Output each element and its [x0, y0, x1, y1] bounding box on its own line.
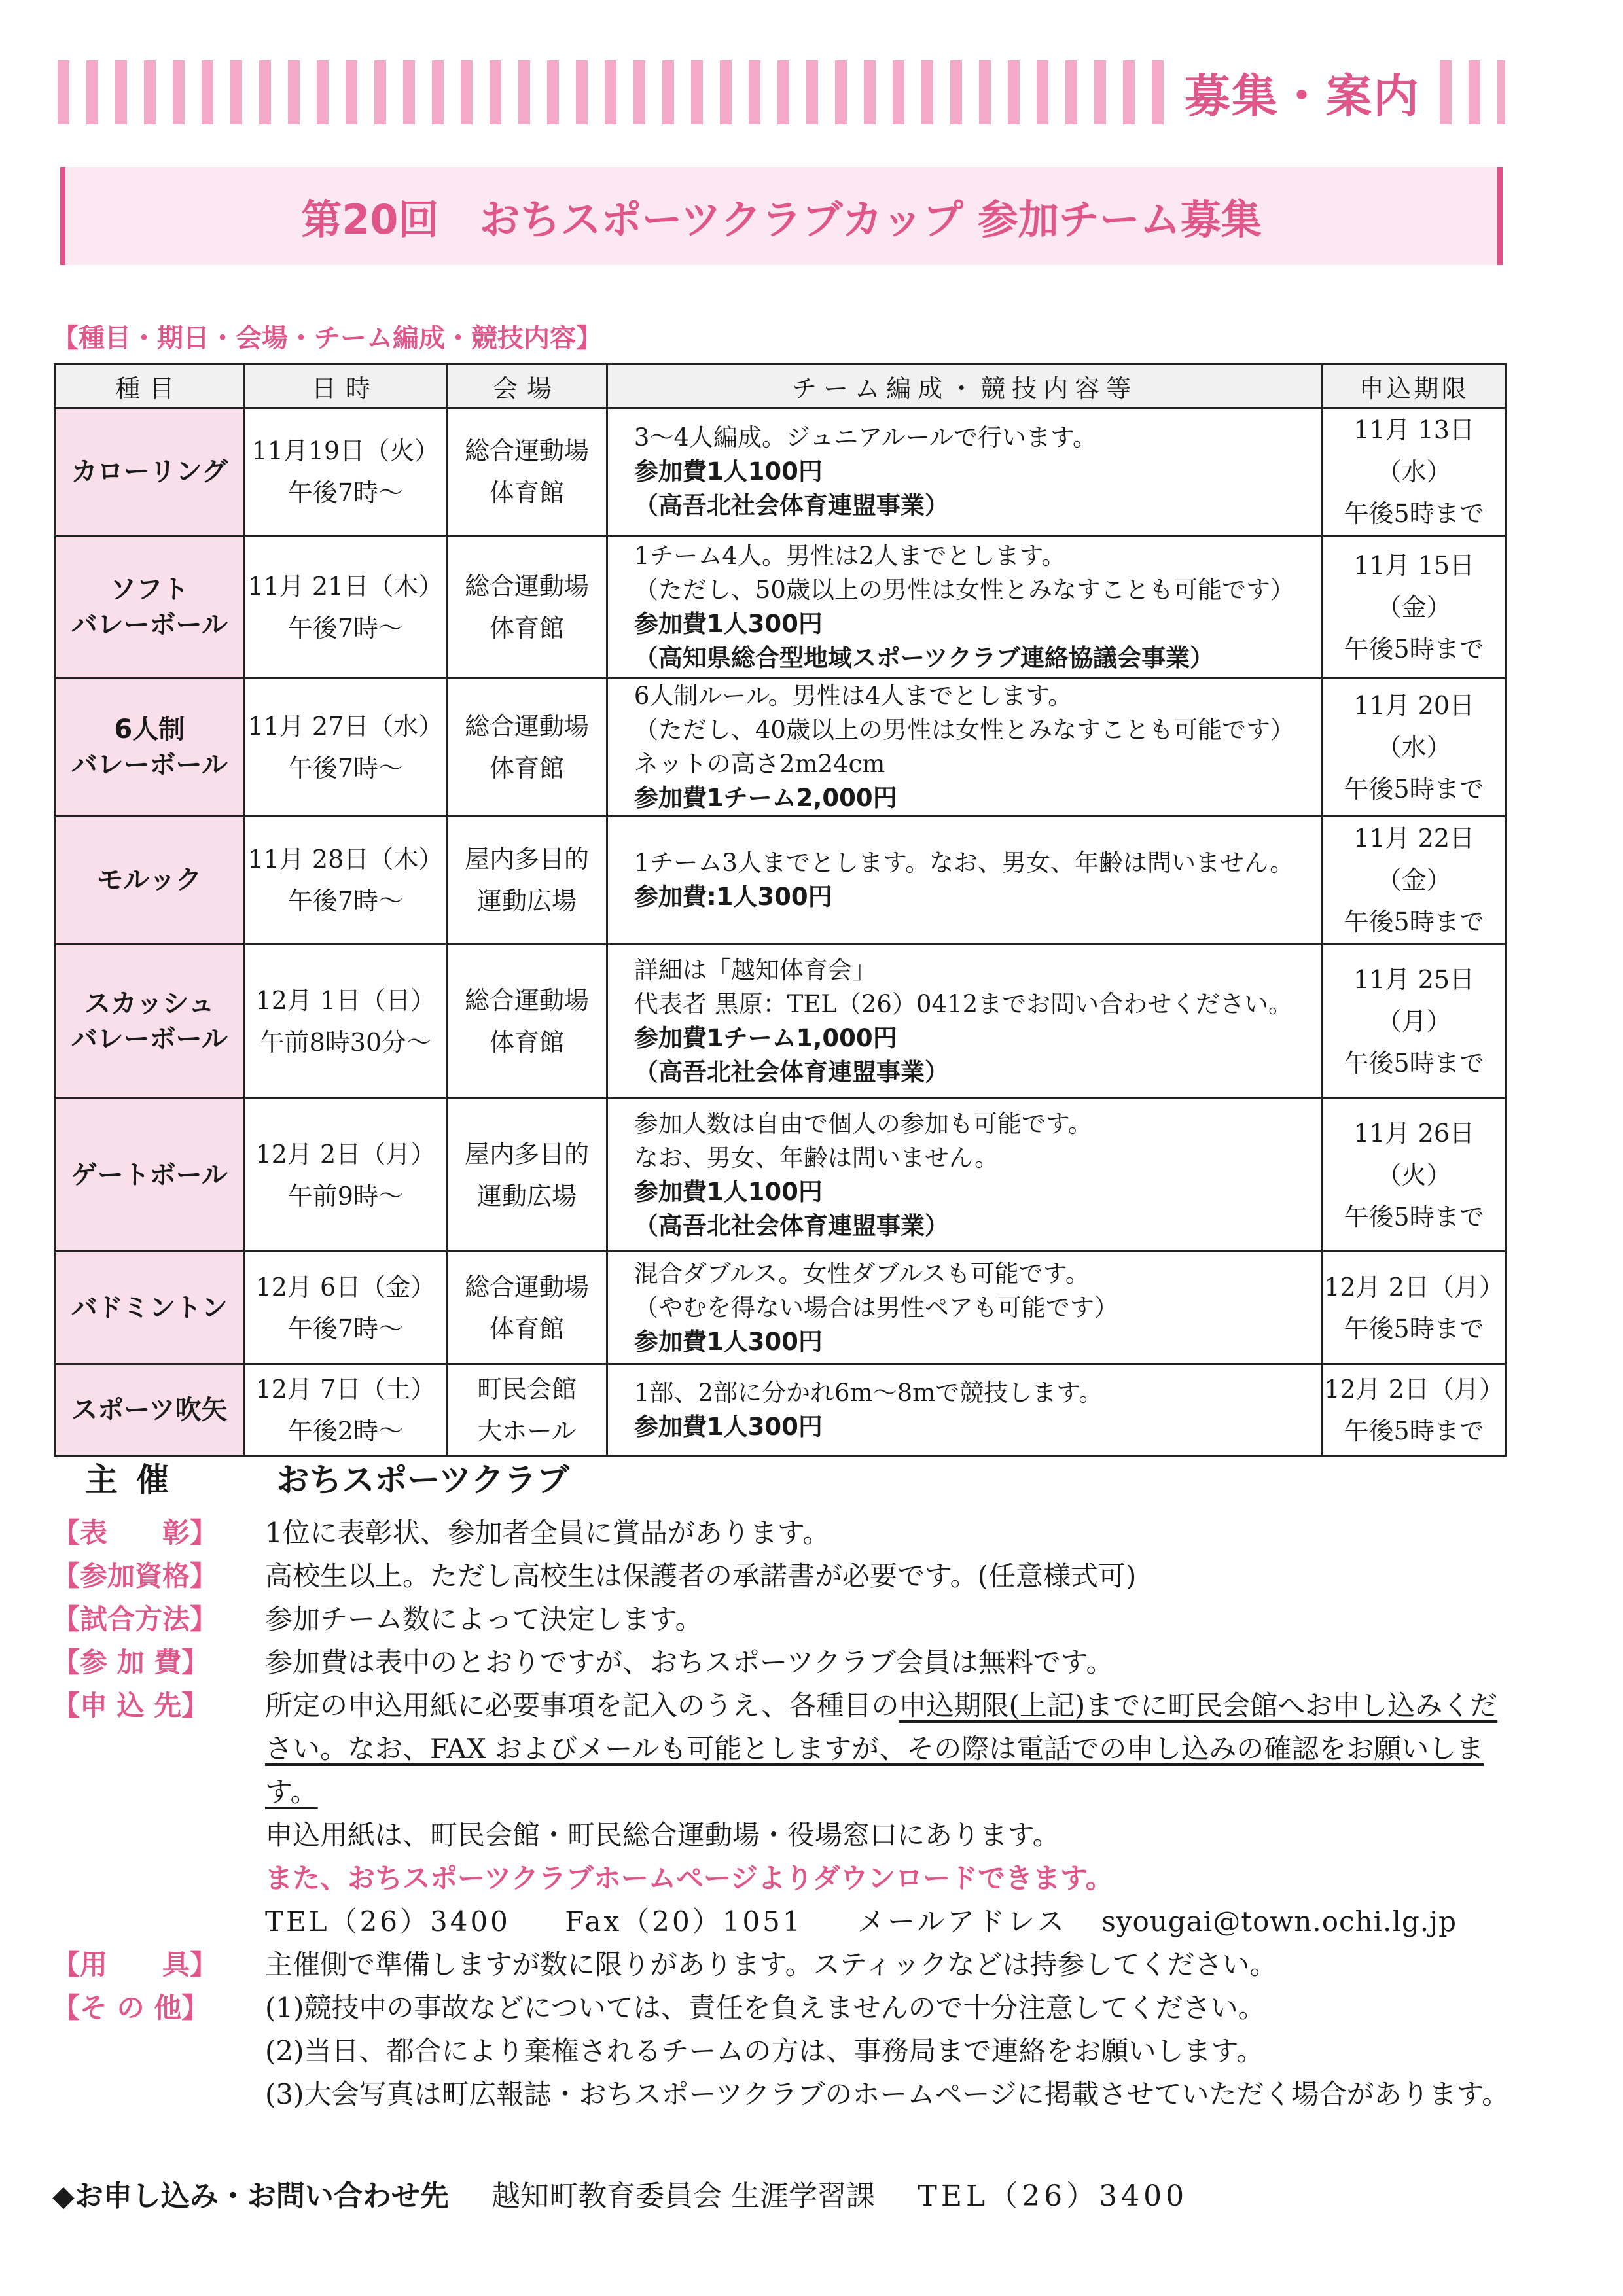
- detail-line: 参加費1人100円: [633, 457, 823, 486]
- event-deadline-line: 午後5時まで: [1344, 634, 1484, 663]
- event-venue-line: 体育館: [490, 1027, 565, 1057]
- event-date-line: 11月19日（火）: [251, 436, 440, 465]
- header-stripe-right: [1440, 60, 1505, 124]
- table-row: [55, 944, 1506, 1099]
- event-venue: [447, 944, 607, 1099]
- event-venue-line: 屋内多目的: [465, 845, 590, 874]
- event-date-line: 12月 1日（日）: [255, 985, 436, 1015]
- event-date: [244, 408, 447, 536]
- event-deadline: [1323, 536, 1506, 679]
- detail-line: 1チーム3人までとします。なお、男女、年齢は問いません。: [633, 849, 1294, 877]
- detail-line: 参加人数は自由で個人の参加も可能です。: [633, 1109, 1092, 1138]
- event-name: [55, 679, 245, 817]
- event-details: [607, 944, 1322, 1099]
- event-deadline: [1323, 1252, 1506, 1364]
- event-deadline-line: 12月 2日（月）: [1324, 1272, 1504, 1301]
- event-deadline: [1323, 944, 1506, 1099]
- method-text: 参加チーム数によって決定します。: [265, 1603, 703, 1635]
- event-date-line: 午後7時～: [287, 887, 403, 915]
- event-deadline-line: 午後5時まで: [1344, 1416, 1484, 1445]
- apply-text: [265, 1684, 1512, 1943]
- event-venue: [447, 679, 607, 817]
- equipment-label: 【用 具】: [52, 1949, 218, 1981]
- event-name: [55, 944, 245, 1099]
- event-venue-line: 体育館: [490, 1314, 565, 1343]
- col-header-details: チーム編成・競技内容等: [607, 364, 1322, 408]
- apply-tel: TEL（26）3400: [265, 1905, 510, 1937]
- event-details: [607, 1099, 1322, 1252]
- detail-line: （高吾北社会体育連盟事業）: [633, 1057, 949, 1086]
- detail-line: 参加費1人300円: [633, 1412, 823, 1441]
- event-name-line: バレーボール: [71, 1023, 228, 1054]
- event-date: [244, 944, 447, 1099]
- detail-line: 1部、2部に分かれ6m～8mで競技します。: [633, 1378, 1103, 1407]
- award-label: 【表 彰】: [52, 1517, 218, 1549]
- detail-line: 参加費1チーム1,000円: [633, 1023, 897, 1052]
- event-venue-line: 総合運動場: [465, 436, 590, 465]
- event-venue-line: 総合運動場: [465, 985, 590, 1015]
- eligibility-label: 【参加資格】: [52, 1560, 218, 1592]
- event-venue-line: 運動広場: [477, 887, 577, 915]
- event-venue-line: 体育館: [490, 613, 565, 643]
- event-venue: [447, 536, 607, 679]
- table-row: [55, 679, 1506, 817]
- event-deadline: [1323, 1364, 1506, 1456]
- apply-download: また、おちスポーツクラブホームページよりダウンロードできます。: [265, 1862, 1113, 1894]
- event-venue: [447, 817, 607, 944]
- event-name-line: ゲートボール: [71, 1159, 228, 1190]
- event-venue: [447, 1364, 607, 1456]
- other-item: (1)競技中の事故などについては、責任を負えませんので十分注意してください。: [265, 1992, 1266, 2024]
- event-date-line: 11月 21日（木）: [247, 571, 444, 601]
- table-heading: 【種目・期日・会場・チーム編成・競技内容】: [52, 323, 602, 353]
- eligibility-text: 高校生以上。ただし高校生は保護者の承諾書が必要です。(任意様式可): [265, 1560, 1137, 1592]
- method-label: 【試合方法】: [52, 1603, 218, 1635]
- event-deadline: [1323, 408, 1506, 536]
- header-stripe-left: [58, 60, 1164, 124]
- detail-line: ネットの高さ2m24cm: [633, 750, 885, 778]
- event-details: [607, 408, 1322, 536]
- event-venue-line: 大ホール: [477, 1416, 577, 1445]
- event-deadline-line: 午後5時まで: [1344, 499, 1484, 528]
- info-award: [52, 1511, 1512, 1555]
- detail-line: 6人制ルール。男性は4人までとします。: [633, 682, 1073, 710]
- event-date-line: 午後2時～: [287, 1416, 403, 1445]
- event-date-line: 12月 7日（土）: [255, 1374, 436, 1404]
- table-row: [55, 1364, 1506, 1456]
- table-row: [55, 817, 1506, 944]
- footer-contact: [52, 2172, 1221, 2214]
- event-deadline-line: 11月 26日（火）: [1353, 1118, 1475, 1190]
- apply-forms: 申込用紙は、町民会館・町民総合運動場・役場窓口にあります。: [265, 1819, 1060, 1851]
- detail-line: （高吾北社会体育連盟事業）: [633, 1211, 949, 1240]
- event-name-line: ソフト: [110, 574, 189, 605]
- apply-deadline-note: 申込期限(上記)までに町民会館へお申し込みください。なお、FAX およびメールも可能としますが、その際は電話での申し込みの確認をお願いします。: [265, 1689, 1498, 1808]
- event-deadline-line: 11月 22日（金）: [1353, 824, 1475, 894]
- event-venue: [447, 1252, 607, 1364]
- equipment-text: 主催側で準備しますが数に限りがあります。スティックなどは持参してください。: [265, 1949, 1277, 1981]
- event-venue-line: 町民会館: [477, 1374, 577, 1404]
- footer-tel: TEL（26）3400: [918, 2180, 1188, 2213]
- event-deadline-line: 11月 13日（水）: [1353, 415, 1475, 486]
- event-name-line: バレーボール: [71, 750, 228, 780]
- footer-label: ◆お申し込み・お問い合わせ先: [52, 2180, 449, 2213]
- event-details: [607, 1252, 1322, 1364]
- event-deadline-line: 11月 15日（金）: [1353, 550, 1475, 622]
- event-name-line: バドミントン: [71, 1292, 228, 1323]
- apply-contact: [265, 1900, 1512, 1943]
- detail-line: 代表者 黒原：TEL（26）0412までお問い合わせください。: [633, 989, 1293, 1018]
- fee-text: 参加費は表中のとおりですが、おちスポーツクラブ会員は無料です。: [265, 1646, 1114, 1678]
- fee-label: 【参 加 費】: [52, 1646, 209, 1678]
- col-header-deadline: 申込期限: [1323, 364, 1506, 408]
- host: [85, 1454, 569, 1501]
- table-row: [55, 1252, 1506, 1364]
- event-name-line: バレーボール: [71, 609, 228, 640]
- event-date-line: 午前9時～: [287, 1181, 403, 1210]
- section-label: 募集・案内: [1185, 69, 1420, 123]
- event-venue-line: 運動広場: [477, 1181, 577, 1210]
- info-apply: [52, 1684, 1512, 1943]
- event-date-line: 午後7時～: [287, 613, 403, 643]
- event-name-line: スカッシュ: [84, 988, 215, 1019]
- table-row: [55, 536, 1506, 679]
- apply-mail[interactable]: syougai@town.ochi.lg.jp: [1101, 1905, 1457, 1937]
- event-date: [244, 536, 447, 679]
- event-deadline-line: 午後5時まで: [1344, 908, 1484, 936]
- event-deadline-line: 午後5時まで: [1344, 1048, 1484, 1078]
- event-date-line: 12月 6日（金）: [255, 1272, 436, 1301]
- event-venue: [447, 408, 607, 536]
- detail-line: 参加費1人100円: [633, 1177, 823, 1206]
- award-text: 1位に表彰状、参加者全員に賞品があります。: [265, 1517, 830, 1549]
- event-date-line: 午後7時～: [287, 478, 403, 507]
- col-header-venue: 会場: [447, 364, 607, 408]
- event-date: [244, 1252, 447, 1364]
- apply-mail-label: メールアドレス: [857, 1905, 1067, 1937]
- event-deadline-line: 午後5時まで: [1344, 775, 1484, 804]
- detail-line: （ただし、50歳以上の男性は女性とみなすことも可能です）: [633, 575, 1294, 604]
- other-item: (3)大会写真は町広報誌・おちスポーツクラブのホームページに掲載させていただく場合があります。: [265, 2078, 1510, 2110]
- event-deadline: [1323, 679, 1506, 817]
- other-item: (2)当日、都合により棄権されるチームの方は、事務局まで連絡をお願いします。: [265, 2035, 1264, 2067]
- apply-text-before: 所定の申込用紙に必要事項を記入のうえ、各種目の: [265, 1689, 899, 1722]
- detail-line: 参加費1チーム2,000円: [633, 784, 897, 812]
- detail-line: 3～4人編成。ジュニアルールで行います。: [633, 423, 1097, 451]
- event-deadline-line: 11月 25日（月）: [1353, 964, 1475, 1036]
- other-list: [265, 1987, 1512, 2116]
- info-other: [52, 1987, 1512, 2116]
- detail-line: 混合ダブルス。女性ダブルスも可能です。: [633, 1259, 1090, 1288]
- event-date-line: 午後7時～: [287, 754, 403, 783]
- detail-line: （ただし、40歳以上の男性は女性とみなすことも可能です）: [633, 716, 1294, 744]
- event-deadline-line: 午後5時まで: [1344, 1314, 1484, 1343]
- event-name: [55, 1099, 245, 1252]
- detail-line: 1チーム4人。男性は2人までとします。: [633, 541, 1066, 570]
- table-row: [55, 1099, 1506, 1252]
- event-date: [244, 679, 447, 817]
- info-method: [52, 1598, 1512, 1641]
- event-date: [244, 1099, 447, 1252]
- event-venue-line: 総合運動場: [465, 571, 590, 601]
- detail-line: 詳細は「越知体育会」: [633, 955, 876, 984]
- event-deadline: [1323, 1099, 1506, 1252]
- detail-line: 参加費1人300円: [633, 1327, 823, 1356]
- event-deadline: [1323, 817, 1506, 944]
- detail-line: （やむを得ない場合は男性ペアも可能です）: [633, 1293, 1118, 1322]
- col-header-date: 日時: [244, 364, 447, 408]
- info-eligibility: [52, 1555, 1512, 1598]
- event-date-line: 11月 28日（木）: [247, 845, 444, 874]
- events-table: [54, 363, 1507, 1457]
- host-value: おちスポーツクラブ: [276, 1461, 569, 1499]
- host-label: 主催: [85, 1461, 187, 1499]
- event-venue-line: 屋内多目的: [465, 1139, 590, 1169]
- table-header-row: [55, 364, 1506, 408]
- event-deadline-line: 12月 2日（月）: [1324, 1374, 1504, 1404]
- detail-line: 参加費:1人300円: [633, 883, 832, 911]
- event-name: [55, 408, 245, 536]
- event-name-line: 6人制: [114, 715, 185, 745]
- event-name-line: モルック: [97, 865, 202, 895]
- event-venue: [447, 1099, 607, 1252]
- event-date: [244, 817, 447, 944]
- detail-line: 参加費1人300円: [633, 609, 823, 638]
- info-section: [52, 1511, 1512, 2116]
- event-deadline-line: 11月 20日（水）: [1353, 691, 1475, 762]
- info-equipment: [52, 1943, 1512, 1987]
- event-venue-line: 体育館: [490, 478, 565, 507]
- info-fee: [52, 1641, 1512, 1684]
- event-date: [244, 1364, 447, 1456]
- event-date-line: 午後7時～: [287, 1314, 403, 1343]
- event-date-line: 11月 27日（水）: [247, 712, 444, 741]
- event-venue-line: 体育館: [490, 754, 565, 783]
- event-date-line: 午前8時30分～: [259, 1027, 432, 1057]
- event-name-line: スポーツ吹矢: [71, 1394, 228, 1425]
- event-details: [607, 536, 1322, 679]
- detail-line: （高吾北社会体育連盟事業）: [633, 491, 949, 520]
- event-name: [55, 1252, 245, 1364]
- other-label: 【そ の 他】: [52, 1992, 209, 2024]
- detail-line: （高知県総合型地域スポーツクラブ連絡協議会事業）: [633, 643, 1215, 672]
- event-details: [607, 679, 1322, 817]
- event-venue-line: 総合運動場: [465, 712, 590, 741]
- event-date-line: 12月 2日（月）: [255, 1139, 436, 1169]
- event-venue-line: 総合運動場: [465, 1272, 590, 1301]
- apply-fax: Fax（20）1051: [565, 1905, 803, 1937]
- event-name: [55, 536, 245, 679]
- detail-line: なお、男女、年齢は問いません。: [633, 1143, 999, 1172]
- event-name: [55, 1364, 245, 1456]
- apply-label: 【申 込 先】: [52, 1689, 209, 1722]
- table-row: [55, 408, 1506, 536]
- footer-org: 越知町教育委員会 生涯学習課: [491, 2180, 876, 2213]
- event-deadline-line: 午後5時まで: [1344, 1202, 1484, 1231]
- event-name: [55, 817, 245, 944]
- event-details: [607, 817, 1322, 944]
- event-name-line: カローリング: [71, 457, 228, 487]
- col-header-event: 種目: [55, 364, 245, 408]
- page-title: 第20回 おちスポーツクラブカップ 参加チーム募集: [60, 167, 1503, 265]
- event-details: [607, 1364, 1322, 1456]
